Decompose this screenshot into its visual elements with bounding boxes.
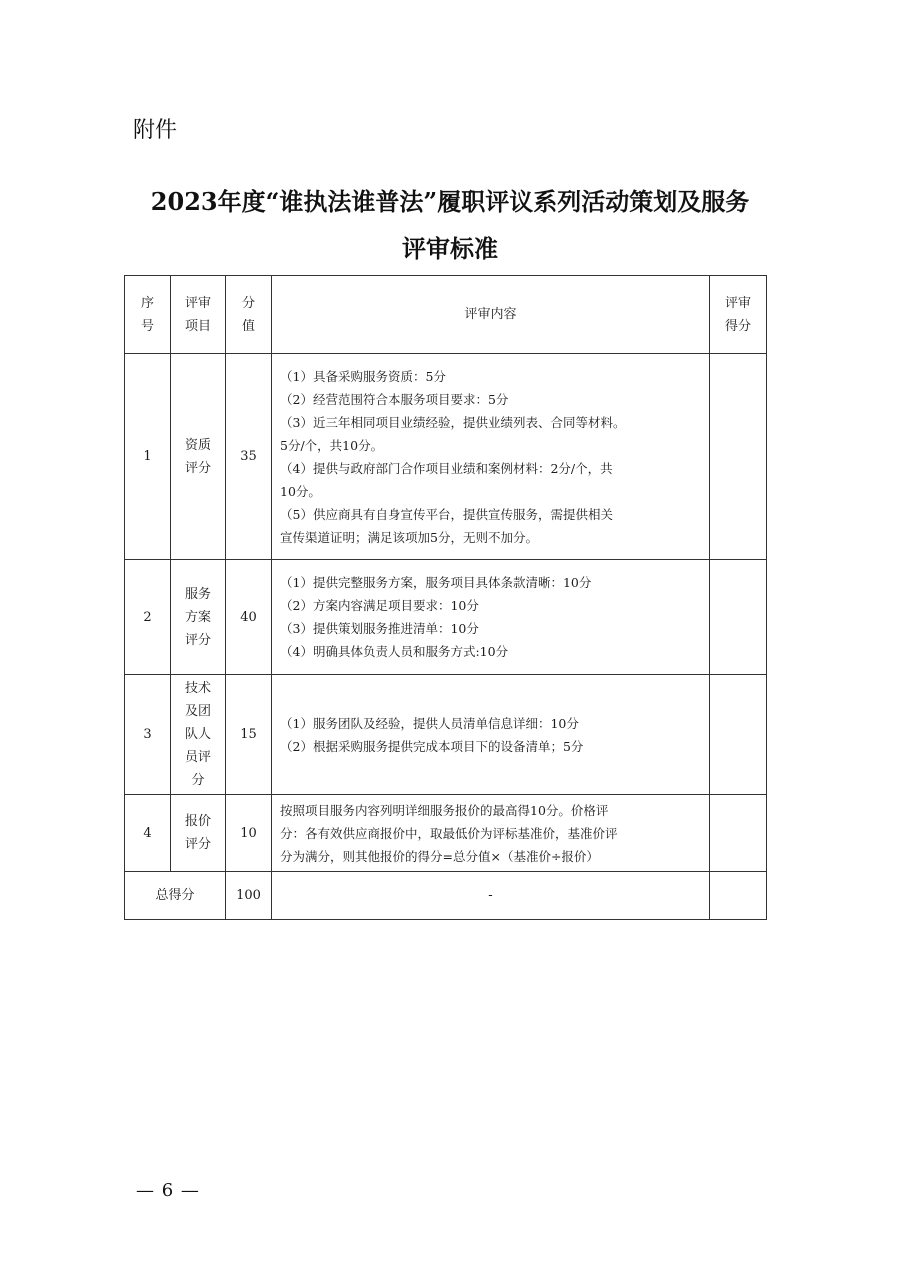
- table-row: [125, 795, 767, 872]
- total-row: [125, 872, 767, 920]
- row-points: 35: [226, 354, 272, 560]
- header-content: 评审内容: [272, 276, 710, 354]
- document-title-line-1: 2023年度“谁执法谁普法”履职评议系列活动策划及服务: [150, 187, 750, 216]
- table-row: [125, 675, 767, 795]
- row-score: [710, 560, 767, 675]
- document-title-line-2: 评审标准: [402, 234, 498, 263]
- evaluation-criteria-table: [124, 275, 767, 920]
- header-points: 分 值: [226, 276, 272, 354]
- header-item: 评审 项目: [171, 276, 226, 354]
- row-index: 2: [125, 560, 171, 675]
- row-index: 1: [125, 354, 171, 560]
- row-points: 10: [226, 795, 272, 872]
- attachment-label: 附件: [133, 118, 178, 143]
- row-item: 报价 评分: [171, 795, 226, 872]
- row-score: [710, 675, 767, 795]
- row-content: （1）提供完整服务方案，服务项目具体条款清晰：10分 （2）方案内容满足项目要求：10分 （3）提供策划服务推进清单：10分 （4）明确具体负责人员和服务方式:10分: [272, 560, 710, 675]
- row-item: 技术 及团 队人 员评 分: [171, 675, 226, 795]
- row-content: 按照项目服务内容列明详细服务报价的最高得10分。价格评 分：各有效供应商报价中，取最低价为评标基准价，基准价评 分为满分，则其他报价的得分=总分值×（基准价÷报价）: [272, 795, 710, 872]
- table-header-row: [125, 276, 767, 354]
- row-content: （1）具备采购服务资质：5分 （2）经营范围符合本服务项目要求：5分 （3）近三年相同项目业绩经验，提供业绩列表、合同等材料。 5分/个，共10分。 （4）提供与政府部门合作项目业绩和案例材料：2分/个，共 10分。 （5）供应商具有自身宣传平台，提供宣传服务，需提供相关 宣传渠道证明；满足该项加5分，无则不加分。: [272, 354, 710, 560]
- row-score: [710, 354, 767, 560]
- total-label: 总得分: [125, 872, 226, 920]
- total-points: 100: [226, 872, 272, 920]
- row-points: 15: [226, 675, 272, 795]
- table-row: [125, 560, 767, 675]
- table-row: [125, 354, 767, 560]
- total-score: [710, 872, 767, 920]
- row-index: 4: [125, 795, 171, 872]
- header-score: 评审 得分: [710, 276, 767, 354]
- row-item: 资质 评分: [171, 354, 226, 560]
- row-content: （1）服务团队及经验，提供人员清单信息详细：10分 （2）根据采购服务提供完成本项目下的设备清单；5分: [272, 675, 710, 795]
- row-points: 40: [226, 560, 272, 675]
- row-index: 3: [125, 675, 171, 795]
- header-index: 序 号: [125, 276, 171, 354]
- row-score: [710, 795, 767, 872]
- row-item: 服务 方案 评分: [171, 560, 226, 675]
- total-content: -: [272, 872, 710, 920]
- page-number: — 6 —: [136, 1180, 200, 1201]
